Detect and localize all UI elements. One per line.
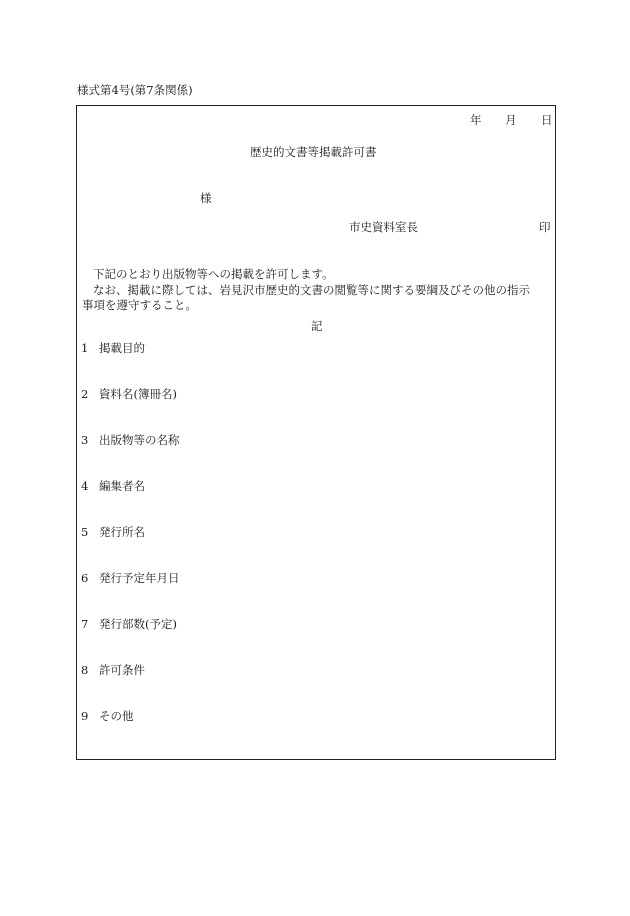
date-month-label: 月 <box>505 113 517 127</box>
issuer-title: 市史資料室長 <box>349 220 418 234</box>
item-number: 2 <box>81 387 89 401</box>
item-number: 5 <box>81 525 89 539</box>
item-label-editor-name: 編集者名 <box>99 479 145 493</box>
item-label-material-name: 資料名(簿冊名) <box>99 387 177 401</box>
item-label-other: その他 <box>99 709 134 723</box>
item-label-publisher-name: 発行所名 <box>99 525 145 539</box>
item-number: 1 <box>81 341 89 355</box>
body-line-2: なお、掲載に際しては、岩見沢市歴史的文書の閲覧等に関する要綱及びその他の指示 <box>93 283 530 297</box>
item-label-purpose: 掲載目的 <box>99 341 145 355</box>
item-label-print-run: 発行部数(予定) <box>99 617 177 631</box>
item-number: 9 <box>81 709 89 723</box>
item-number: 3 <box>81 433 89 447</box>
date-day-label: 日 <box>541 113 553 127</box>
ki-heading: 記 <box>311 319 323 333</box>
item-number: 8 <box>81 663 89 677</box>
item-label-publication-date: 発行予定年月日 <box>99 571 180 585</box>
seal-mark: 印 <box>539 220 551 234</box>
item-label-conditions: 許可条件 <box>99 663 145 677</box>
form-number-label: 様式第4号(第7条関係) <box>77 83 193 97</box>
item-number: 4 <box>81 479 89 493</box>
item-label-publication-name: 出版物等の名称 <box>99 433 180 447</box>
addressee-honorific: 様 <box>200 191 212 205</box>
body-line-1: 下記のとおり出版物等への掲載を許可します。 <box>93 267 334 281</box>
document-title: 歴史的文書等掲載許可書 <box>250 145 377 159</box>
body-line-2-continued: 事項を遵守すること。 <box>82 298 197 312</box>
item-number: 6 <box>81 571 89 585</box>
item-number: 7 <box>81 617 89 631</box>
date-year-label: 年 <box>470 113 482 127</box>
